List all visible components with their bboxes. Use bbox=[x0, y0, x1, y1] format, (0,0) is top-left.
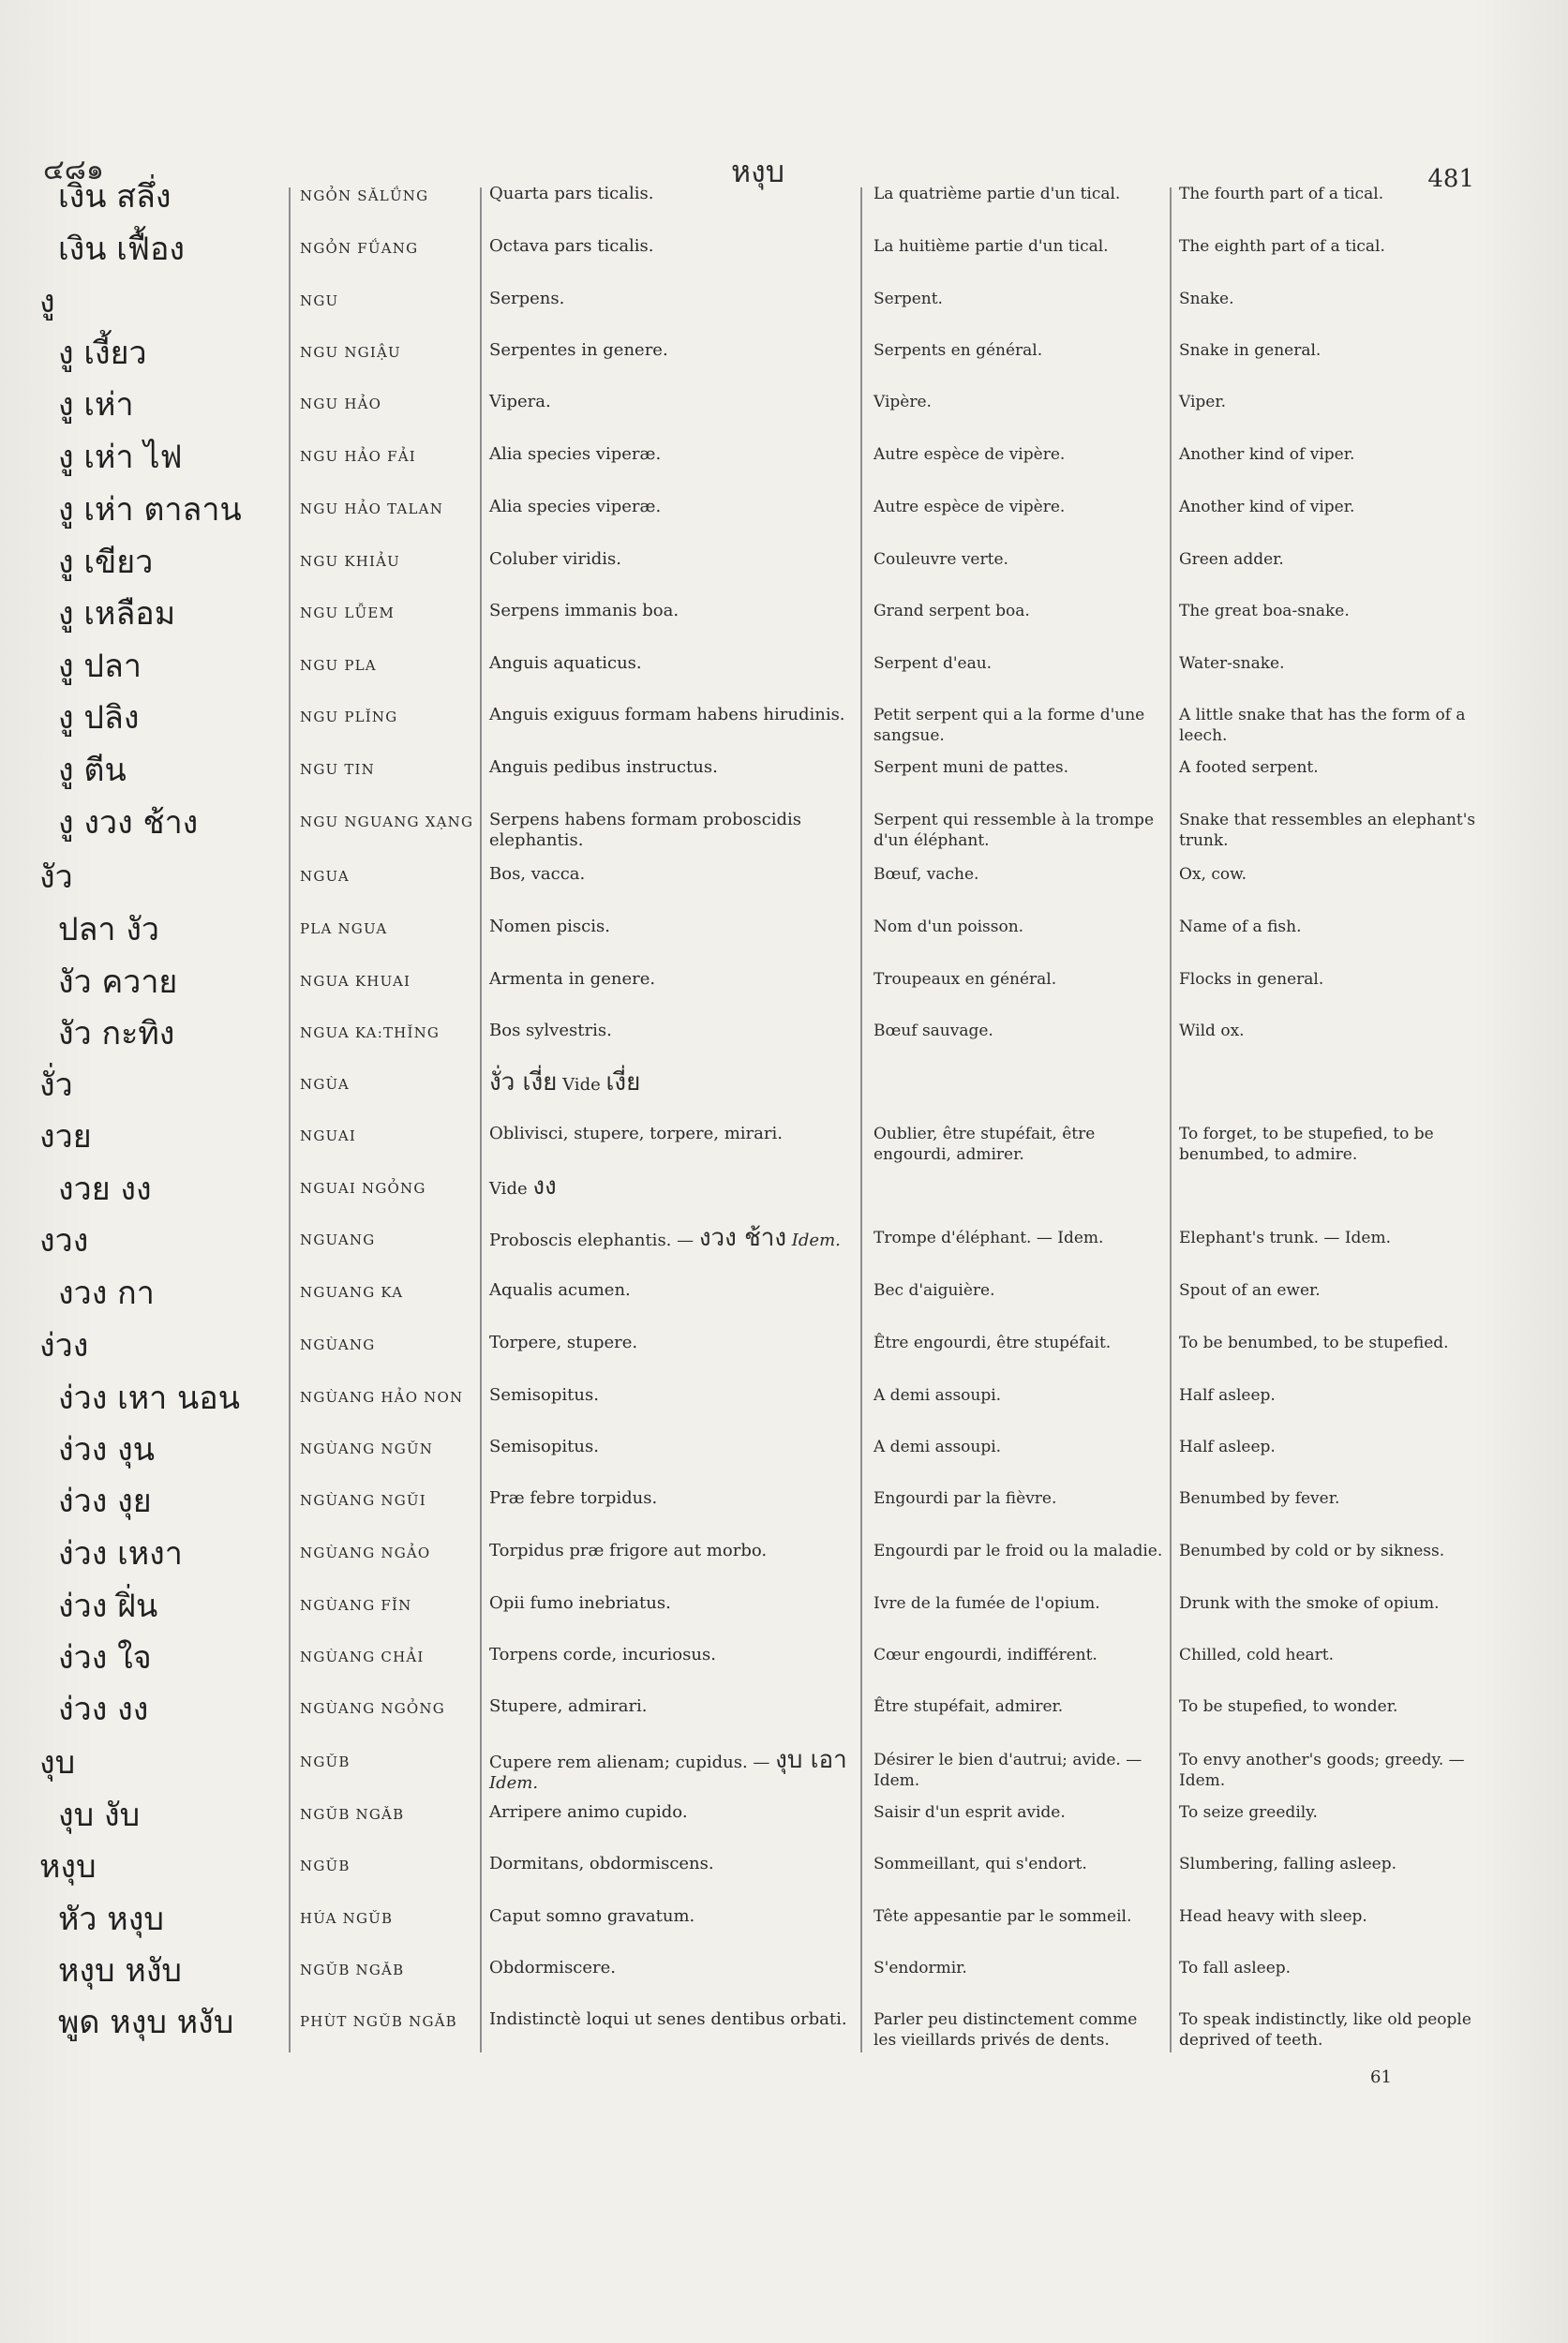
latin-definition bbox=[489, 2009, 859, 2030]
french-definition: Troupeaux en général. bbox=[874, 970, 1057, 989]
english-definition: Viper. bbox=[1179, 393, 1227, 411]
romanization: NGÙANG NGỎNG bbox=[300, 1700, 445, 1717]
latin-definition bbox=[489, 1172, 859, 1201]
latin-definition bbox=[489, 1746, 859, 1794]
latin-text: Obdormiscere. bbox=[489, 1958, 617, 1977]
french-definition: Être stupéfait, admirer. bbox=[874, 1697, 1064, 1716]
latin-text: Semisopitus. bbox=[489, 1385, 599, 1405]
thai-headword: ปลา งัว bbox=[58, 911, 160, 948]
english-definition: To be benumbed, to be stupefied. bbox=[1179, 1334, 1449, 1352]
thai-headword: งุบ bbox=[39, 1744, 76, 1782]
latin-definition bbox=[489, 1385, 859, 1406]
latin-text: Coluber viridis. bbox=[489, 549, 621, 569]
latin-definition bbox=[489, 1802, 859, 1823]
latin-text: Torpens corde, incuriosus. bbox=[489, 1645, 716, 1664]
thai-headword: งู ปลา bbox=[58, 648, 142, 685]
french-definition: Serpent qui ressemble à la trompe d'un éléphant. bbox=[874, 811, 1155, 850]
latin-definition bbox=[489, 1645, 859, 1665]
thai-headword: ง่วง ใจ bbox=[58, 1639, 152, 1677]
inline-thai: งง bbox=[532, 1172, 557, 1201]
latin-definition bbox=[489, 653, 859, 674]
thai-headword: งัว bbox=[39, 858, 73, 896]
latin-definition bbox=[489, 601, 859, 621]
french-definition: Bœuf, vache. bbox=[874, 865, 979, 884]
latin-definition bbox=[489, 236, 859, 257]
romanization: NGǓB NGǍB bbox=[300, 1962, 405, 1978]
english-definition: Another kind of viper. bbox=[1179, 445, 1355, 464]
latin-text: Arripere animo cupido. bbox=[489, 1802, 688, 1822]
romanization: NGÙA bbox=[300, 1076, 350, 1093]
romanization: NGU LǙEM bbox=[300, 604, 396, 621]
romanization: NGỎN SǍLǗNG bbox=[300, 187, 429, 204]
romanization: NGỎN FǗANG bbox=[300, 240, 419, 257]
column-rule bbox=[860, 187, 862, 2052]
inline-thai: งวง ช้าง bbox=[698, 1224, 787, 1252]
thai-headword: งู เขียว bbox=[58, 544, 154, 581]
thai-headword: งุบ งับ bbox=[58, 1797, 141, 1834]
thai-headword: งวย งง bbox=[58, 1171, 152, 1208]
latin-definition bbox=[489, 340, 859, 361]
romanization: PHÙT NGǓB NGǍB bbox=[300, 2013, 457, 2030]
latin-text: Torpere, stupere. bbox=[489, 1333, 638, 1352]
french-definition: Ivre de la fumée de l'opium. bbox=[874, 1594, 1100, 1613]
latin-text: Vide bbox=[489, 1179, 528, 1199]
english-definition: Name of a fish. bbox=[1179, 918, 1302, 936]
latin-text: Serpentes in genere. bbox=[489, 340, 668, 360]
column-rule bbox=[1170, 187, 1172, 2052]
romanization: NGÙANG bbox=[300, 1336, 376, 1353]
latin-text: Semisopitus. bbox=[489, 1437, 599, 1456]
latin-definition bbox=[489, 1958, 859, 1978]
latin-text: Serpens habens formam proboscidis elephantis. bbox=[489, 810, 801, 850]
thai-headword: งวง กา bbox=[58, 1275, 155, 1312]
latin-text: Nomen piscis. bbox=[489, 917, 610, 936]
thai-headword: งู งวง ช้าง bbox=[58, 804, 199, 842]
romanization: NGU PLA bbox=[300, 657, 377, 674]
thai-headword: พูด หงุบ หงับ bbox=[58, 2004, 234, 2041]
thai-headword: ง่วง เหา นอน bbox=[58, 1380, 240, 1417]
latin-definition bbox=[489, 1488, 859, 1509]
romanization: NGUAI bbox=[300, 1127, 357, 1144]
latin-definition bbox=[489, 184, 859, 204]
english-definition: Green adder. bbox=[1179, 550, 1284, 569]
thai-headword: ง่วง งง bbox=[58, 1691, 149, 1728]
latin-definition bbox=[489, 1124, 859, 1144]
thai-headword: งู เห่า ตาลาน bbox=[58, 491, 242, 529]
romanization: NGÙANG NGǓN bbox=[300, 1440, 434, 1457]
latin-definition bbox=[489, 549, 859, 570]
latin-definition bbox=[489, 1696, 859, 1717]
latin-definition bbox=[489, 1541, 859, 1561]
french-definition: Engourdi par le froid ou la maladie. bbox=[874, 1542, 1163, 1560]
english-definition: Chilled, cold heart. bbox=[1179, 1646, 1335, 1664]
latin-definition bbox=[489, 1854, 859, 1874]
french-definition: La quatrième partie d'un tical. bbox=[874, 185, 1121, 203]
english-definition: To envy another's goods; greedy. — Idem. bbox=[1179, 1751, 1465, 1790]
english-definition: Ox, cow. bbox=[1179, 865, 1247, 884]
latin-text: Præ febre torpidus. bbox=[489, 1488, 658, 1508]
latin-idem: Idem. bbox=[791, 1231, 841, 1250]
french-definition: A demi assoupi. bbox=[874, 1386, 1002, 1405]
inline-thai: งั่ว เงี่ย bbox=[489, 1068, 558, 1097]
french-definition: Engourdi par la fièvre. bbox=[874, 1489, 1057, 1508]
french-definition: Bec d'aiguière. bbox=[874, 1281, 995, 1300]
english-definition: Head heavy with sleep. bbox=[1179, 1907, 1367, 1926]
latin-definition bbox=[489, 1437, 859, 1457]
french-definition: Serpents en général. bbox=[874, 341, 1043, 360]
romanization: NGUANG KA bbox=[300, 1284, 404, 1301]
latin-text: Proboscis elephantis. — bbox=[489, 1231, 694, 1250]
french-definition: La huitième partie d'un tical. bbox=[874, 237, 1109, 256]
english-definition: Wild ox. bbox=[1179, 1022, 1245, 1040]
english-definition: Benumbed by fever. bbox=[1179, 1489, 1340, 1508]
romanization: NGUAI NGỎNG bbox=[300, 1180, 426, 1197]
running-head: หงุบ bbox=[731, 154, 785, 189]
thai-headword: ง่วง งุน bbox=[58, 1431, 155, 1469]
latin-text: Stupere, admirari. bbox=[489, 1696, 648, 1716]
romanization: NGU HẢO bbox=[300, 395, 382, 412]
romanization: NGÙANG FǏN bbox=[300, 1597, 412, 1614]
french-definition: Serpent d'eau. bbox=[874, 654, 993, 673]
thai-headword: งวง bbox=[39, 1222, 89, 1260]
english-definition: Another kind of viper. bbox=[1179, 498, 1355, 516]
english-definition: To fall asleep. bbox=[1179, 1959, 1292, 1977]
romanization: NGUA bbox=[300, 868, 350, 885]
thai-headword: ง่วง งุย bbox=[58, 1483, 152, 1520]
latin-text: Bos sylvestris. bbox=[489, 1021, 612, 1040]
romanization: NGU KHIẢU bbox=[300, 553, 401, 570]
latin-text: Octava pars ticalis. bbox=[489, 236, 654, 256]
signature-mark: 61 bbox=[1370, 2067, 1392, 2087]
romanization: NGÙANG HẢO NON bbox=[300, 1389, 464, 1406]
romanization: NGU PLǏNG bbox=[300, 709, 398, 725]
english-definition: A footed serpent. bbox=[1179, 758, 1319, 777]
latin-definition bbox=[489, 1068, 859, 1097]
thai-headword: งู เหลือม bbox=[58, 595, 176, 633]
latin-text: Dormitans, obdormiscens. bbox=[489, 1854, 714, 1873]
romanization: NGU TIN bbox=[300, 761, 375, 778]
french-definition: Serpent muni de pattes. bbox=[874, 758, 1069, 777]
thai-headword: หงุบ bbox=[39, 1848, 97, 1886]
french-definition: Tête appesantie par le sommeil. bbox=[874, 1907, 1132, 1926]
english-definition: To forget, to be stupefied, to be benumbed, to admire. bbox=[1179, 1125, 1434, 1164]
thai-headword: ง่วง เหงา bbox=[58, 1535, 183, 1573]
romanization: NGǓB bbox=[300, 1858, 351, 1874]
thai-headword: ง่วง ฝิ่น bbox=[58, 1588, 158, 1625]
latin-text: Opii fumo inebriatus. bbox=[489, 1593, 671, 1613]
latin-definition bbox=[489, 705, 859, 725]
inline-thai: เงี่ย bbox=[605, 1068, 641, 1097]
english-definition: A little snake that has the form of a leech. bbox=[1179, 706, 1466, 745]
thai-headword: งู ปลิง bbox=[58, 699, 140, 737]
thai-headword: งู เงี้ยว bbox=[58, 335, 147, 372]
romanization: NGUANG bbox=[300, 1231, 376, 1248]
latin-idem: Idem. bbox=[489, 1773, 539, 1793]
romanization: NGÙANG NGǓI bbox=[300, 1492, 426, 1509]
english-definition: Spout of an ewer. bbox=[1179, 1281, 1321, 1300]
french-definition: Saisir d'un esprit avide. bbox=[874, 1803, 1066, 1822]
thai-headword: งู เห่า bbox=[58, 386, 134, 424]
french-definition: Autre espèce de vipère. bbox=[874, 445, 1066, 464]
romanization: NGUA KA:THǏNG bbox=[300, 1024, 441, 1041]
latin-text: Serpens. bbox=[489, 289, 565, 308]
english-definition: Snake. bbox=[1179, 290, 1234, 308]
thai-headword: ง่วง bbox=[39, 1327, 89, 1365]
romanization: HÚA NGǓB bbox=[300, 1910, 394, 1927]
inline-thai: งุบ เอา bbox=[775, 1746, 847, 1774]
french-definition: Parler peu distinctement comme les vieillards privés de dents. bbox=[874, 2010, 1138, 2050]
french-definition: Vipère. bbox=[874, 393, 932, 411]
french-definition: Cœur engourdi, indifférent. bbox=[874, 1646, 1098, 1664]
french-definition: Grand serpent boa. bbox=[874, 602, 1030, 620]
latin-text: Indistinctè loqui ut senes dentibus orbati. bbox=[489, 2009, 847, 2029]
english-definition: Elephant's trunk. — Idem. bbox=[1179, 1229, 1392, 1247]
english-definition: Snake that ressembles an elephant's trunk. bbox=[1179, 811, 1476, 850]
latin-text: Bos, vacca. bbox=[489, 864, 586, 884]
french-definition: Désirer le bien d'autrui; avide. — Idem. bbox=[874, 1751, 1142, 1790]
french-definition: Oublier, être stupéfait, être engourdi, admirer. bbox=[874, 1125, 1096, 1164]
latin-definition bbox=[489, 1224, 859, 1252]
thai-headword: งัว ควาย bbox=[58, 963, 178, 1001]
thai-headword: งู เห่า ไฟ bbox=[58, 439, 183, 476]
french-definition: Bœuf sauvage. bbox=[874, 1022, 993, 1040]
column-rule bbox=[480, 187, 482, 2052]
romanization: NGUA KHUAI bbox=[300, 973, 411, 990]
french-definition: Nom d'un poisson. bbox=[874, 918, 1024, 936]
latin-definition bbox=[489, 1280, 859, 1301]
latin-definition bbox=[489, 1333, 859, 1353]
column-rule bbox=[289, 187, 291, 2052]
english-definition: Drunk with the smoke of opium. bbox=[1179, 1594, 1440, 1613]
french-definition: Être engourdi, être stupéfait. bbox=[874, 1334, 1112, 1352]
latin-text: Serpens immanis boa. bbox=[489, 601, 679, 620]
english-definition: Benumbed by cold or by sikness. bbox=[1179, 1542, 1445, 1560]
latin-text: Quarta pars ticalis. bbox=[489, 184, 654, 203]
english-definition: The great boa-snake. bbox=[1179, 602, 1350, 620]
romanization: NGǓB NGǍB bbox=[300, 1806, 405, 1823]
latin-definition bbox=[489, 917, 859, 937]
romanization: NGU HẢO TALAN bbox=[300, 500, 444, 517]
english-definition: To seize greedily. bbox=[1179, 1803, 1318, 1822]
latin-text: Vipera. bbox=[489, 392, 551, 411]
latin-definition bbox=[489, 497, 859, 517]
thai-headword: เงิน สลึ่ง bbox=[58, 178, 172, 216]
romanization: NGǓB bbox=[300, 1754, 351, 1770]
latin-text: Alia species viperæ. bbox=[489, 497, 662, 516]
english-definition: Snake in general. bbox=[1179, 341, 1322, 360]
latin-text: Aqualis acumen. bbox=[489, 1280, 631, 1300]
latin-definition bbox=[489, 1021, 859, 1041]
english-definition: Slumbering, falling asleep. bbox=[1179, 1855, 1396, 1873]
english-definition: Flocks in general. bbox=[1179, 970, 1324, 989]
english-definition: Half asleep. bbox=[1179, 1438, 1276, 1456]
french-definition: Autre espèce de vipère. bbox=[874, 498, 1066, 516]
thai-headword: งู ตีน bbox=[58, 752, 127, 789]
english-definition: To speak indistinctly, like old people deprived of teeth. bbox=[1179, 2010, 1471, 2050]
latin-text: Anguis pedibus instructus. bbox=[489, 757, 718, 777]
french-definition: Sommeillant, qui s'endort. bbox=[874, 1855, 1087, 1873]
latin-definition bbox=[489, 969, 859, 990]
latin-text: Torpidus præ frigore aut morbo. bbox=[489, 1541, 768, 1560]
french-definition: A demi assoupi. bbox=[874, 1438, 1002, 1456]
thai-headword: งั่ว bbox=[39, 1067, 73, 1104]
french-definition: S'endormir. bbox=[874, 1959, 967, 1977]
french-definition: Trompe d'éléphant. — Idem. bbox=[874, 1229, 1104, 1247]
latin-definition bbox=[489, 810, 859, 851]
english-definition: Water-snake. bbox=[1179, 654, 1285, 673]
latin-text: Cupere rem alienam; cupidus. — bbox=[489, 1753, 770, 1772]
latin-text: Caput somno gravatum. bbox=[489, 1906, 695, 1926]
thai-headword: งู bbox=[39, 283, 55, 321]
romanization: NGU NGIẬU bbox=[300, 344, 401, 361]
thai-headword: เงิน เฟื้อง bbox=[58, 231, 185, 268]
french-definition: Serpent. bbox=[874, 290, 943, 308]
latin-text: Oblivisci, stupere, torpere, mirari. bbox=[489, 1124, 783, 1143]
romanization: NGÙANG NGẢO bbox=[300, 1545, 431, 1561]
thai-page-number: ๔๘๑ bbox=[43, 154, 104, 187]
romanization: NGÙANG CHẢI bbox=[300, 1649, 425, 1665]
english-definition: To be stupefied, to wonder. bbox=[1179, 1697, 1398, 1716]
romanization: NGU NGUANG XẠNG bbox=[300, 813, 474, 830]
thai-headword: งวย bbox=[39, 1118, 92, 1156]
english-definition: Half asleep. bbox=[1179, 1386, 1276, 1405]
english-definition: The fourth part of a tical. bbox=[1179, 185, 1384, 203]
latin-text: Armenta in genere. bbox=[489, 969, 656, 989]
latin-definition bbox=[489, 444, 859, 465]
latin-text: Anguis exiguus formam habens hirudinis. bbox=[489, 705, 845, 724]
latin-text: Alia species viperæ. bbox=[489, 444, 662, 464]
latin-definition bbox=[489, 289, 859, 309]
romanization: PLA NGUA bbox=[300, 920, 388, 937]
latin-definition bbox=[489, 757, 859, 778]
latin-definition bbox=[489, 1593, 859, 1614]
thai-headword: หัว หงุบ bbox=[58, 1901, 164, 1938]
thai-headword: หงุบ หงับ bbox=[58, 1952, 182, 1990]
latin-text: Vide bbox=[562, 1075, 601, 1095]
latin-definition bbox=[489, 392, 859, 412]
english-definition: The eighth part of a tical. bbox=[1179, 237, 1385, 256]
french-definition: Petit serpent qui a la forme d'une sangsue. bbox=[874, 706, 1145, 745]
latin-definition bbox=[489, 864, 859, 885]
romanization: NGU HẢO FẢI bbox=[300, 448, 416, 465]
page-number: 481 bbox=[1427, 165, 1474, 193]
latin-text: Anguis aquaticus. bbox=[489, 653, 642, 673]
romanization: NGU bbox=[300, 292, 339, 309]
thai-headword: งัว กะทิง bbox=[58, 1015, 175, 1052]
french-definition: Couleuvre verte. bbox=[874, 550, 1008, 569]
latin-definition bbox=[489, 1906, 859, 1927]
